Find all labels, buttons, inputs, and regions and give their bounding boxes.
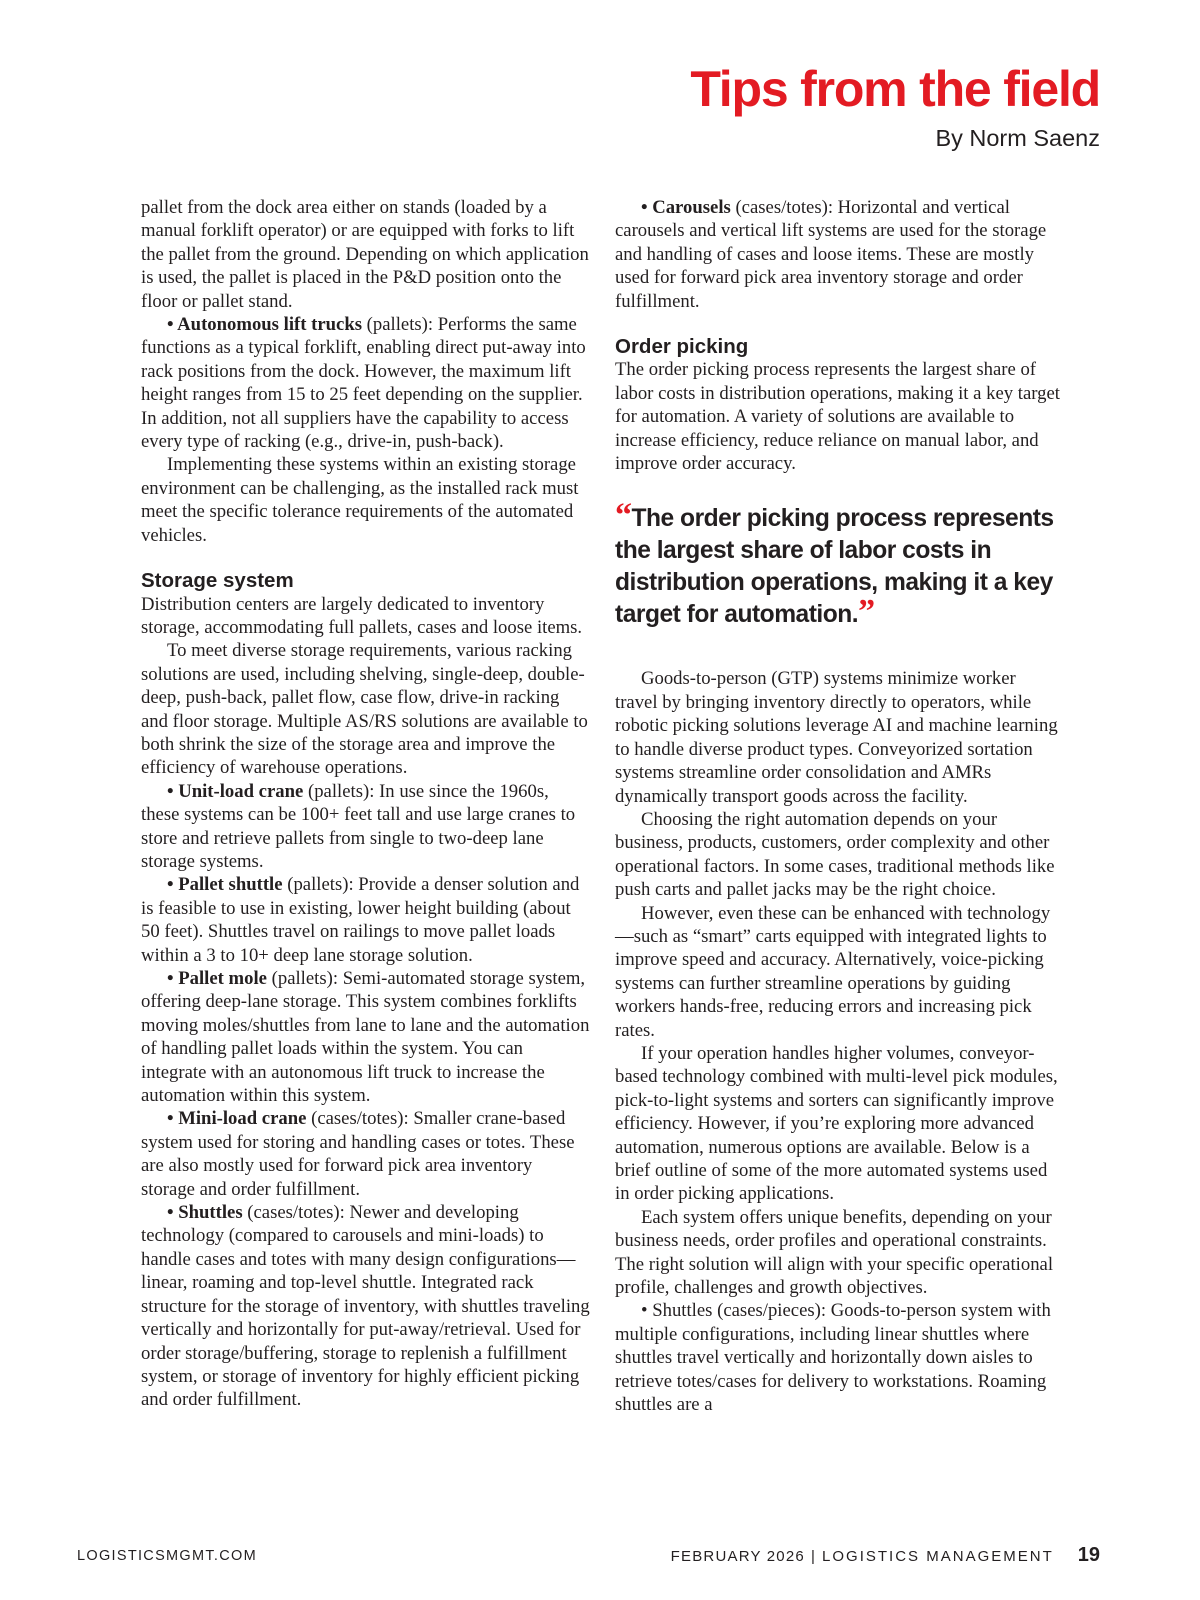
footer-folio (671, 1544, 1100, 1567)
footer-publication: LOGISTICS MANAGEMENT (822, 1548, 1054, 1565)
open-quote-mark: “ (615, 497, 632, 535)
bullet-label: • Pallet mole (167, 968, 267, 989)
footer-separator: | (810, 1548, 817, 1565)
pull-quote (615, 497, 1062, 631)
pull-quote-text: The order picking process represents the largest share of labor costs in distribution operations, making it a key target for automation. (615, 505, 1054, 629)
bullet-label: • Carousels (641, 197, 731, 218)
paragraph: Goods-to-person (GTP) systems minimize worker travel by bringing inventory directly to operators, while robotic picking solutions leverage AI and machine learning to handle diverse product types. Conveyorized sortation systems streamline order consolidation and AMRs dynamically transport goods across the facility. (615, 668, 1058, 807)
left-column (141, 196, 590, 1412)
bullet-shuttles-gtp: • Shuttles (cases/pieces): Goods-to-person system with multiple configurations, including linear shuttles where shuttles travel vertically and horizontally down aisles to retrieve totes/cases for delivery to workstations. Roaming shuttles are a (615, 1300, 1051, 1416)
paragraph: To meet diverse storage requirements, various racking solutions are used, including shelving, single-deep, double-deep, push-back, pallet flow, case flow, drive-in racking and floor storage. Multiple AS/RS solutions are available to both shrink the size of the storage area and improve the efficiency of warehouse operations. (141, 640, 588, 779)
bullet-label: • Mini-load crane (167, 1108, 307, 1130)
paragraph: Distribution centers are largely dedicated to inventory storage, accommodating full pallets, cases and loose items. (141, 593, 583, 638)
right-column (615, 196, 1062, 1416)
bullet-label: • Pallet shuttle (167, 874, 283, 896)
close-quote-mark: ” (858, 593, 875, 631)
bullet-shuttles (141, 1201, 590, 1412)
bullet-pallet-mole (141, 967, 590, 1107)
bullet-unit-load-crane (141, 780, 590, 874)
bullet-text: (pallets): Performs the same functions as a typical forklift, enabling direct put-away into rack positions from the dock. However, the maximum lift height ranges from 15 to 25 feet depending on the supplier. In addition, not all suppliers have the capability to access every type of racking (e.g., drive-in, push-back). (141, 314, 586, 453)
footer-date: FEBRUARY 2026 (670, 1548, 805, 1565)
paragraph: pallet from the dock area either on stands (loaded by a manual forklift operator) or are equipped with forks to lift the pallet from the ground. Depending on which application is used, the pallet is placed in the P&D position onto the floor or pallet stand. (141, 197, 589, 312)
bullet-mini-load-crane (141, 1107, 590, 1201)
paragraph: Implementing these systems within an existing storage environment can be challenging, as the installed rack must meet the specific tolerance requirements of the automated vehicles. (141, 454, 579, 546)
department-title: Tips from the field (690, 61, 1100, 117)
bullet-text: (cases/totes): Newer and developing technology (compared to carousels and mini-loads) to handle cases and totes with many design configurations—linear, roaming and top-level shuttle. Integrated rack structure for the storage of inventory, with shuttles traveling vertically and horizontally for put-away/retrieval. Used for order storage/buffering, storage to replenish a fulfillment system, or storage of inventory for highly efficient picking and order fulfillment. (141, 1202, 590, 1411)
bullet-text: (pallets): Provide a denser solution and is feasible to use in existing, lower height building (about 50 feet). Shuttles travel on railings to move pallet loads within a 3 to 10+ deep lane storage solution. (141, 874, 580, 966)
bullet-autonomous-lift-trucks (141, 313, 590, 453)
bullet-text: (cases/totes): Smaller crane-based system used for storing and handling cases or totes. These are also mostly used for forward pick area inventory storage and order fulfillment. (141, 1108, 575, 1200)
paragraph: The order picking process represents the largest share of labor costs in distribution operations, making it a key target for automation. A variety of solutions are available to increase efficiency, reduce reliance on manual labor, and improve order accuracy. (615, 359, 1060, 475)
bullet-label: • Unit-load crane (167, 780, 304, 802)
paragraph: Choosing the right automation depends on your business, products, customers, order complexity and other operational factors. In some cases, traditional methods like push carts and pallet jacks may be the right choice. (615, 808, 1055, 901)
bullet-carousels (615, 196, 1062, 313)
bullet-label: • Shuttles (167, 1202, 243, 1224)
page-number: 19 (1077, 1544, 1100, 1566)
bullet-text: (pallets): In use since the 1960s, these systems can be 100+ feet tall and use large cranes to store and retrieve pallets from single to two-deep lane storage systems. (141, 780, 576, 872)
bullet-label: • Autonomous lift trucks (167, 314, 362, 336)
paragraph: If your operation handles higher volumes, conveyor-based technology combined with multi-level pick modules, pick-to-light systems and sorters can significantly improve efficiency. However, if you’re exploring more advanced automation, numerous options are available. Below is a brief outline of some of the more automated systems used in order picking applications. (615, 1042, 1058, 1205)
paragraph: However, even these can be enhanced with technology—such as “smart” carts equipped with integrated lights to improve speed and accuracy. Alternatively, voice-picking systems can further streamline operations by guiding workers hands-free, reducing errors and increasing pick rates. (615, 902, 1051, 1041)
bullet-text: (cases/totes): Horizontal and vertical carousels and vertical lift systems are used for the storage and handling of cases and loose items. These are mostly used for forward pick area inventory storage and order fulfillment. (615, 197, 1047, 312)
section-heading-order-picking: Order picking (615, 335, 749, 359)
bullet-pallet-shuttle (141, 873, 590, 967)
author-byline: By Norm Saenz (935, 125, 1100, 151)
section-heading-storage-system: Storage system (141, 569, 294, 593)
footer-website: LOGISTICSMGMT.COM (77, 1548, 257, 1564)
paragraph: Each system offers unique benefits, depending on your business needs, order profiles and operational constraints. The right solution will align with your specific operational profile, challenges and growth objectives. (615, 1206, 1054, 1299)
bullet-text: (pallets): Semi-automated storage system, offering deep-lane storage. This system combines forklifts moving moles/shuttles from lane to lane and the automation of handling pallet loads within the system. You can integrate with an autonomous lift truck to increase the automation within this system. (141, 968, 590, 1107)
